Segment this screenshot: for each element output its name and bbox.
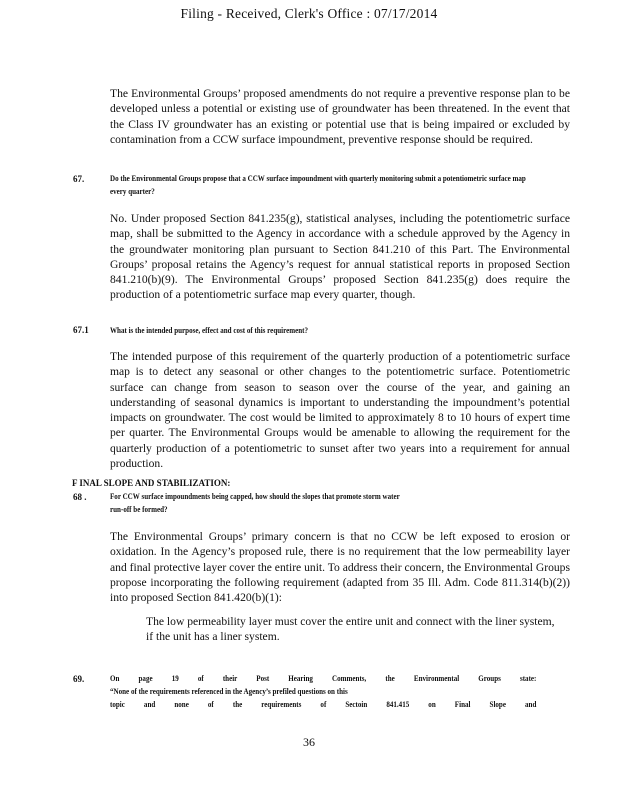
- question-67-1-text: What is the intended purpose, effect and cost of this requirement?: [110, 325, 309, 335]
- page-number: 36: [303, 735, 315, 749]
- answer-68: The Environmental Groups’ primary concern is that no CCW be left exposed to erosion or oxidation. In the Agency’s proposed rule, there is no requirement that the low permeability layer and final protective layer cover the entire unit. To address their concern, the Environmental Groups propose incorporating the following requirement (adapted from 35 Ill. Adm. Code 811.314(b)(2)) into proposed Section 841.420(b)(1):: [110, 530, 570, 605]
- question-67-text: Do the Environmental Groups propose that a CCW surface impoundment with quarterly monitoring submit a potentiometric surface map every quarter?: [110, 173, 526, 196]
- question-69-line-3: topic and none of the requirements of Sectoin 841.415 on Final Slope and: [110, 699, 537, 709]
- question-number-67-1: 67.1: [73, 325, 89, 335]
- question-68-text: For CCW surface impoundments being capped, how should the slopes that promote storm water run-off be formed?: [110, 491, 400, 514]
- paragraph-preventive-response: The Environmental Groups’ proposed amendments do not require a preventive response plan to be developed unless a potential or existing use of groundwater has been threatened. In the event that the Class IV groundwater has an existing or potential use that is being impaired or excluded by contamination from a CCW surface impoundment, preventive response should be required.: [110, 87, 570, 146]
- question-69-line-1: On page 19 of their Post Hearing Comments, the Environmental Groups state:: [110, 673, 537, 683]
- block-quote-requirement: The low permeability layer must cover the entire unit and connect with the liner system, if the unit has a liner system.: [146, 615, 555, 644]
- question-number-68: 68 .: [73, 492, 87, 502]
- section-heading-final-slope: F INAL SLOPE AND STABILIZATION:: [72, 478, 231, 488]
- filing-header: Filing - Received, Clerk's Office : 07/17/2014: [180, 6, 438, 21]
- answer-67-1: The intended purpose of this requirement of the quarterly production of a potentiometric surface map is to detect any seasonal or other changes to the potentiometric surface. Potentiometric surface can change from season to season over the course of the year, and gaining an understanding of seasonal dynamics is important to understanding the impoundment’s potential impacts on groundwater. The cost would be limited to approximately 8 to 10 hours of expert time per quarter. The Environmental Groups would be amenable to allowing the requirement for the quarterly production of a potentiometric to sunset after two years into a requirement for annual production.: [110, 350, 570, 471]
- question-number-67: 67.: [73, 174, 85, 184]
- answer-67: No. Under proposed Section 841.235(g), statistical analyses, including the potentiometric surface map, shall be submitted to the Agency in accordance with a schedule approved by the Agency in the groundwater monitoring plan pursuant to Section 841.210 of this Part. The Environmental Groups’ proposal retains the Agency’s request for annual statistical reports in proposed Section 841.210(b)(9). The Environmental Groups’ proposed Section 841.235(g) does require the production of a potentiometric surface map every quarter, though.: [110, 212, 570, 302]
- question-number-69: 69.: [73, 674, 85, 684]
- question-69-line-2: “None of the requirements referenced in the Agency’s prefiled questions on this: [110, 686, 348, 696]
